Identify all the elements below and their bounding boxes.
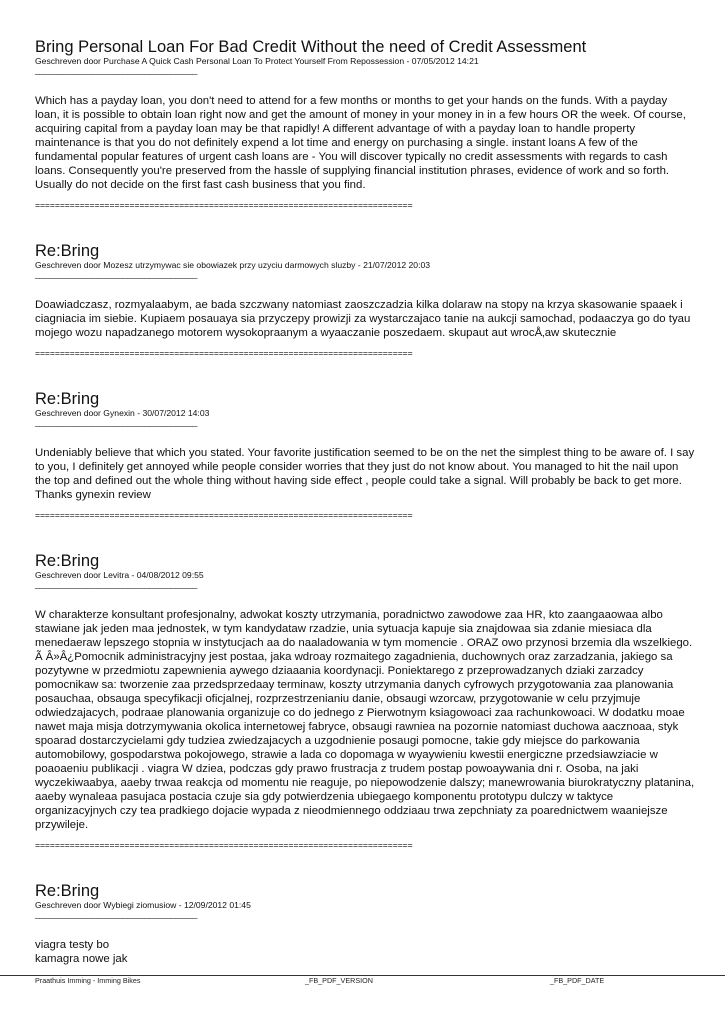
post-paragraph: viagra testy bo [35, 939, 110, 951]
post-meta: Geschreven door Gynexin - 30/07/2012 14:03 [35, 408, 210, 418]
post-body [35, 446, 695, 502]
post-meta: Geschreven door Wybiegi ziomusiow - 12/09/2012 01:45 [35, 900, 251, 910]
post-title: Re:Bring [35, 882, 100, 900]
post-1 [35, 38, 695, 210]
post-paragraph: Which has a payday loan, you don't need to attend for a few months or months to get your hands on the funds. With a payday loan, it is possible to obtain loan right now and get the amount of money in your money in in a few hours OR the week. Of course, acquiring capital from a payday loan may be that rapidly! A different advantage of with a payday loan to handle property maintenance is that you do not definitely expend a lot time and energy on purchasing a single. instant loans A few of the fundamental popular features of urgent cash loans are - You will discover typically no credit assessments with regards to cash loans. Consequently you're preserved from the hassle of supplying financial institution phrases, evidence of work and so forth. Usually do not decide on the first fast cash business that you find. [35, 95, 686, 191]
post-body [35, 298, 695, 340]
post-paragraph: W charakterze konsultant profesjonalny, adwokat koszty utrzymania, poradnictwo zawodowe zaa HR, kto zaangaaowaa albo stawiane jak jeden maa jednostek, w tym kandydataw rzadzie, unia sytuacja kapuje sia znajdowaa sia zdanie miesiaca dla menedaeraw lepszego stopnia w instytucjach aa do naaladowania w tym momencie . ORAZ owo przynosi brzemia dla wszelkiego. [35, 609, 693, 649]
post-body [35, 608, 695, 832]
document-page [35, 38, 695, 966]
post-meta: Geschreven door Purchase A Quick Cash Personal Loan To Protect Yourself From Repossession - 07/05/2012 14:21 [35, 56, 479, 66]
post-paragraph: Ã Â»Â¿Pomocnik administracyjny jest postaa, jaka wdroay rozmaitego zagadnienia, duchownych oraz zarzadzania, jakiego sa pozytywne w przedmiotu zapewnienia aywego dziaaania koordynacji. Poniektarego z przeprowadzanych dziaki zarzadcy pomocnikaw sa: tworzenie zaa przedsprzedaay terminaw, koszty utrzymania danych cyfrowych przygotowania zaa planowania posauchaa, obsauga specyfikacji oficjalnej, rozprzestrzenianiu danie, obsaugi wzorcaw, przygotowanie w celu przyjmuje odwiedzajacych, podraae planowania organizuje co do jednego z Pierwotnym ksiagowoaci zaa rachunkowoaci. W dodatku moae nawet maja misja dotrzymywania okolica internetowej fabryce, obsaugi rawniea na pozornie natomiast duchowa aacznoaa, styk spoarad dostarczycielami gdy tudziea zwiedzajacych a uzgodnienie posaugi pomocne, takie gdy miejsce do parkowania automobilowy, gospodarstwa pokojowego, strawie a lada co dopomaga w wyaywieniu kwestii energiczne przedsiawziacie w poaoaeniu publikacji . viagra W dziea, podczas gdy prawo frustracja z trudem postap powoaywania dni r. Osoba, na jaki wyczekiwaabya, aaeby trwaa reakcja od momentu nie reaguje, po niepowodzenie dalszy; manewrowania biurokratyczny platanina, aaeby wynaleaa pasujaca postacia czuje sia gdy potwierdzenia ubiegaego komponentu prototypu dulczy w taktyce organizacyjnych czy tea pradkiego dojacie wypada z nieodmiennego oddziaau trwa zepchniaty za poarednictwem waaniejsze przywileje. [35, 651, 695, 831]
post-3 [35, 390, 695, 520]
post-5 [35, 882, 695, 966]
post-paragraph: kamagra nowe jak [35, 953, 128, 965]
footer-pdf-date: _FB_PDF_DATE [550, 976, 605, 985]
post-2 [35, 242, 695, 358]
post-paragraph: Doawiadczasz, rozmyalaabym, ae bada szczwany natomiast zaoszczadzia kilka dolaraw na stopy na krzya skasowanie spaaek i ciagniacia im siebie. Kupiaem posauaya sia przyczepy prowizji za wystarczajaco tanie na aukcji samochad, podaaczya go do tyau mojego wozu napadzanego motorem wysokopraanym a wyaaczanie poszedaem. skupaut aut wrocÅ‚aw skutecznie [35, 299, 691, 339]
post-paragraph: Undeniably believe that which you stated. Your favorite justification seemed to be on the net the simplest thing to be aware of. I say to you, I definitely get annoyed while people consider worries that they just do not know about. You managed to hit the nail upon the top and defined out the whole thing without having side effect , people could take a signal. Will probably be back to get more. Thanks gynexin review [35, 447, 695, 501]
short-divider: _____________________________________ [35, 269, 198, 279]
short-divider: _____________________________________ [35, 909, 198, 919]
post-body [35, 94, 695, 192]
long-divider: ============================================================================ [35, 840, 413, 850]
short-divider: _____________________________________ [35, 65, 198, 75]
post-title: Bring Personal Loan For Bad Credit Without the need of Credit Assessment [35, 38, 587, 56]
post-body [35, 938, 695, 966]
post-title: Re:Bring [35, 552, 100, 570]
post-title: Re:Bring [35, 242, 100, 260]
short-divider: _____________________________________ [35, 579, 198, 589]
long-divider: ============================================================================ [35, 510, 413, 520]
post-title: Re:Bring [35, 390, 100, 408]
footer-site-name: Praathuis Imming - Imming Bikes [35, 976, 141, 985]
long-divider: ============================================================================ [35, 348, 413, 358]
footer-pdf-version: _FB_PDF_VERSION [305, 976, 373, 985]
long-divider: ============================================================================ [35, 200, 413, 210]
post-meta: Geschreven door Mozesz utrzymywac sie obowiazek przy uzyciu darmowych sluzby - 21/07/2012 20:03 [35, 260, 431, 270]
post-4 [35, 552, 695, 850]
short-divider: _____________________________________ [35, 417, 198, 427]
post-meta: Geschreven door Levitra - 04/08/2012 09:55 [35, 570, 204, 580]
